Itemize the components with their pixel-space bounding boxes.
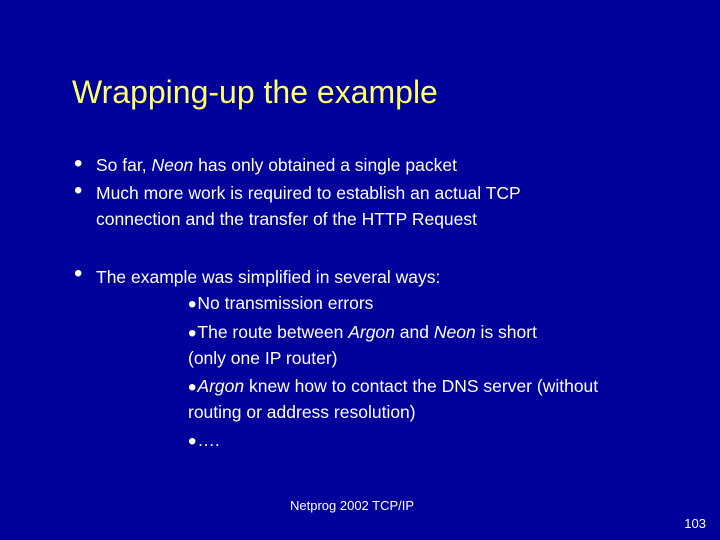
bullet-icon: •: [74, 260, 83, 287]
footer-text: Netprog 2002 TCP/IP: [290, 498, 415, 513]
bullet-icon: •: [74, 150, 83, 177]
subpoint-2: •The route between Argon and Neon is short: [188, 320, 537, 347]
sub-bullet-icon: •: [188, 291, 197, 318]
point-2-line-2: connection and the transfer of the HTTP Request: [96, 209, 478, 229]
bullet-icon: •: [74, 177, 83, 204]
page-number: 103: [684, 516, 706, 531]
point-2-line-1: Much more work is required to establish an actual TCP: [96, 183, 521, 203]
subpoint-1: •No transmission errors: [188, 291, 374, 318]
point-3: The example was simplified in several ways:: [96, 267, 441, 287]
sub-bullet-icon: •: [188, 320, 197, 347]
subpoint-3: •Argon knew how to contact the DNS server (without: [188, 374, 599, 401]
subpoint-2-line-2: (only one IP router): [188, 348, 338, 368]
sub-bullet-icon: •: [188, 428, 197, 455]
point-1: So far, Neon has only obtained a single packet: [96, 155, 457, 175]
subpoint-3-line-2: routing or address resolution): [188, 402, 416, 422]
sub-bullet-icon: •: [188, 374, 197, 401]
slide-title: Wrapping-up the example: [72, 74, 438, 110]
subpoint-4: •….: [188, 428, 220, 455]
